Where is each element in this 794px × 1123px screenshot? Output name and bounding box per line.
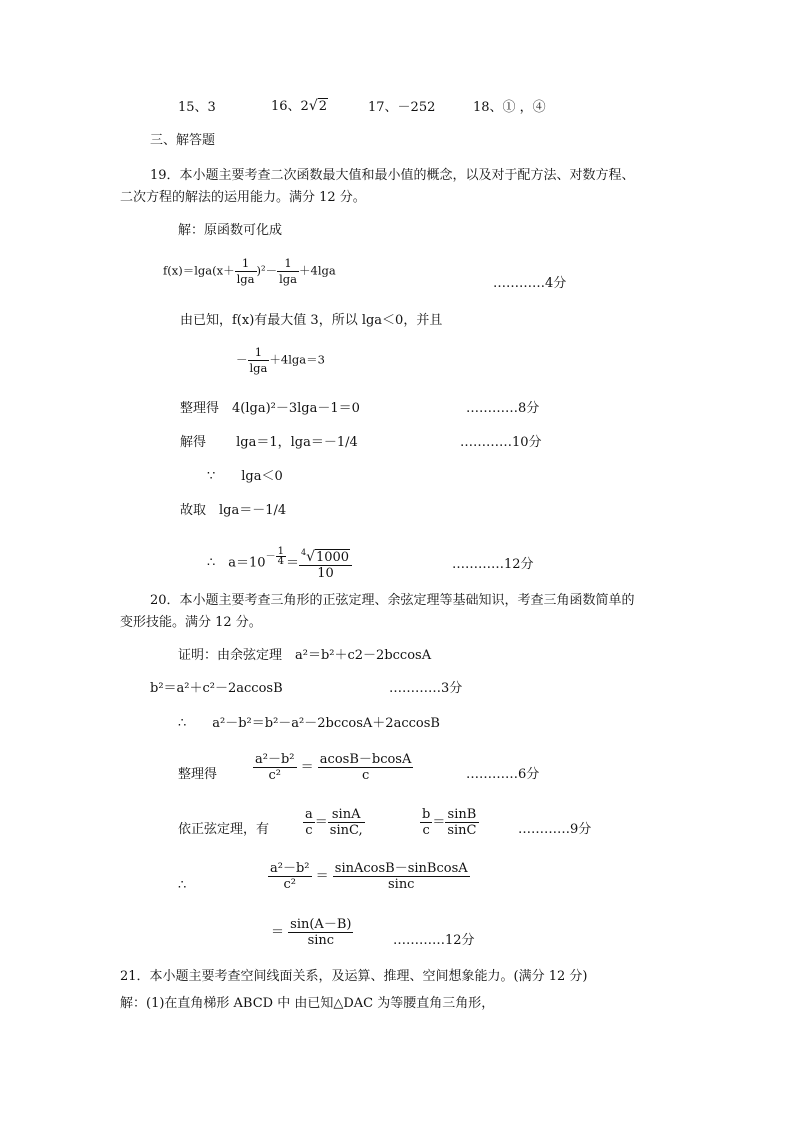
answer-18: 18、① ，④ bbox=[473, 100, 546, 115]
q20-sine-label: 依正弦定理，有 bbox=[178, 822, 270, 837]
q21-intro: 21．本小题主要考查空间线面关系，及运算、推理、空间想象能力。(满分 12 分) bbox=[120, 969, 588, 984]
q20-sine-a: $\frac{a}{c}$ ＝ $\frac{\sin A}{\sin C,}$ bbox=[305, 807, 363, 838]
answer-16: 16、2√2 bbox=[271, 98, 328, 114]
q19-final: ∴ $a=10^{- \frac{1}{4}}$ ＝ $\frac{^4√1000}{10}$ bbox=[207, 545, 352, 581]
q20-sine-b: $\frac{b}{c}$ ＝ $\frac{\sin B}{\sin C}$ bbox=[422, 807, 477, 838]
q20-therefore-2: ∴ bbox=[178, 878, 187, 893]
q19-arrange: 整理得 4(lga)²－3lga－1＝0 bbox=[180, 401, 360, 416]
q20-score-6: …………6分 bbox=[466, 767, 540, 782]
q19-solve: 解得 lga＝1，lga＝－1/4 bbox=[180, 435, 358, 450]
q20-equation-final: ＝ $\frac{\sin(A-B)}{\sin c}$ bbox=[271, 917, 352, 948]
q19-equation-1: f(x)＝lga(x＋ $\frac{1}{\lg a}$ )²－ $\frac{1}{\lg a}$ ＋4lga bbox=[163, 256, 336, 286]
q20-intro-line2: 变形技能。满分 12 分。 bbox=[120, 615, 262, 630]
q20-proof: 证明：由余弦定理 a²＝b²＋c2－2bccosA bbox=[178, 648, 432, 663]
q19-solution-label: 解：原函数可化成 bbox=[178, 223, 283, 238]
q20-equation-arrange: $\frac{\text{a²－b²}}{\text{c²}}$ ＝ $\frac{acosB-bcosA}{c}$ bbox=[255, 752, 412, 783]
q20-therefore-1: ∴ a²－b²＝b²－a²－2bccosA＋2accosB bbox=[178, 716, 440, 731]
q20-score-3: …………3分 bbox=[389, 681, 463, 696]
section-title: 三、解答题 bbox=[150, 133, 216, 148]
q19-score-4: …………4分 bbox=[493, 276, 567, 291]
answer-15: 15、3 bbox=[178, 100, 216, 115]
q20-score-9: …………9分 bbox=[518, 822, 592, 837]
q20-b2-line: b²＝a²＋c²－2accosB bbox=[150, 681, 283, 696]
answer-17: 17、－252 bbox=[368, 100, 436, 115]
q19-take: 故取 lga＝－1/4 bbox=[180, 503, 287, 518]
q20-score-12: …………12分 bbox=[393, 933, 475, 948]
q21-solution: 解：(1)在直角梯形 ABCD 中 由已知△DAC 为等腰直角三角形， bbox=[120, 996, 495, 1011]
q20-equation-sine: $\frac{\text{a²－b²}}{\text{c²}}$ ＝ $\frac{\text{sinAcosB－sinBcosA}}{\sin c}$ bbox=[270, 861, 468, 892]
q19-known: 由已知，f(x)有最大值 3，所以 lga＜0，并且 bbox=[180, 313, 443, 328]
q19-score-12: …………12分 bbox=[452, 557, 534, 572]
q19-intro-line2: 二次方程的解法的运用能力。满分 12 分。 bbox=[120, 190, 366, 205]
q20-arrange-label: 整理得 bbox=[178, 767, 218, 782]
q19-because: ∵ lga＜0 bbox=[207, 469, 283, 484]
q19-score-10: …………10分 bbox=[460, 435, 542, 450]
q19-equation-2: － $\frac{1}{\lg a}$ ＋4lga＝3 bbox=[236, 345, 325, 375]
q20-intro-line1: 20．本小题主要考查三角形的正弦定理、余弦定理等基础知识，考查三角函数简单的 bbox=[150, 593, 635, 608]
q19-score-8: …………8分 bbox=[466, 401, 540, 416]
q19-intro-line1: 19．本小题主要考查二次函数最大值和最小值的概念，以及对于配方法、对数方程、 bbox=[150, 168, 635, 183]
